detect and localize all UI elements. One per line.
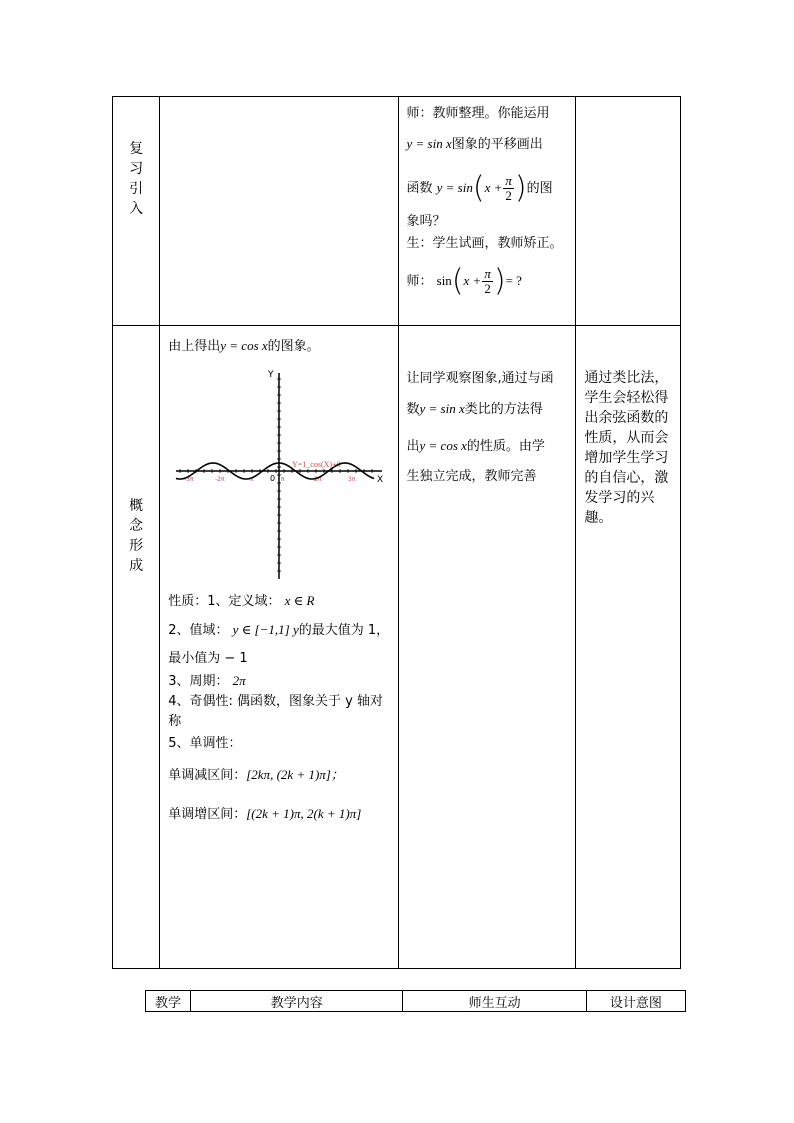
interaction-text-3b: 的性质。由学 <box>466 439 545 454</box>
header-teaching: 教学 <box>146 991 191 1012</box>
sin-equation: y = sin x <box>406 136 452 151</box>
pi-over-two: $\frac{\pi}{2}$ <box>484 266 491 296</box>
range-min-text: 最小值为 − 1 <box>168 651 248 666</box>
function-suffix: 的图 <box>526 181 553 196</box>
function-prefix: 函数 <box>406 181 433 196</box>
header-interaction: 师生互动 <box>403 991 586 1012</box>
sin-word: sin <box>436 273 452 288</box>
increasing-label: 单调增区间： <box>168 807 247 822</box>
y-axis-label: Y <box>268 370 274 380</box>
x-axis-label: X <box>377 475 384 485</box>
tick-label-negpi: -π <box>248 476 255 483</box>
label-char: 形 <box>129 538 144 554</box>
interaction-text-2a: 数 <box>406 402 420 417</box>
header-design: 设计意图 <box>586 991 685 1012</box>
range-label: 2、值域： <box>168 623 229 638</box>
cosine-graph <box>168 365 392 587</box>
intro-suffix: 的图象。 <box>267 339 320 354</box>
header-content: 教学内容 <box>191 991 403 1012</box>
interaction-cell-concept <box>399 326 576 969</box>
period-math: 2π <box>232 673 246 688</box>
tick-label-neg2pi: -2π <box>215 476 225 483</box>
stage-label-concept <box>113 326 160 969</box>
left-paren: ( <box>472 170 485 206</box>
stage-label-review <box>113 97 160 326</box>
question-text: 象吗？ <box>406 214 446 229</box>
interaction-text-3a: 出 <box>406 439 420 454</box>
label-char: 引 <box>129 181 144 197</box>
decreasing-label: 单调减区间： <box>168 768 247 783</box>
interaction-text-4: 生独立完成，教师完善 <box>406 469 537 484</box>
range-max-text: 的最大值为 1， <box>298 623 390 638</box>
label-char: 习 <box>129 161 144 177</box>
x-plus: x + <box>463 273 482 288</box>
design-cell-review <box>576 97 681 326</box>
translate-text: 图象的平移画出 <box>451 137 543 152</box>
label-char: 概 <box>129 498 144 514</box>
table-row-concept <box>113 326 681 969</box>
cos-equation: y = cos x <box>419 438 467 453</box>
interaction-text-1: 让同学观察图象,通过与函 <box>406 371 554 386</box>
tick-label-pi: π <box>281 476 285 483</box>
interaction-cell-review <box>399 97 576 326</box>
tick-label-2pi: 2π <box>314 476 322 483</box>
left-paren: ( <box>451 263 464 299</box>
content-cell-concept <box>160 326 399 969</box>
teacher-prefix: 师： <box>406 274 433 289</box>
parity-text: 4、奇偶性: 偶函数，图象关于 y 轴对称 <box>168 694 383 729</box>
student-text: 生：学生试画，教师矫正。 <box>406 236 563 251</box>
design-cell-concept <box>576 326 681 969</box>
origin-label: 0 <box>270 474 276 483</box>
monotonic-label: 5、单调性： <box>168 736 242 751</box>
equals-question: = ? <box>505 273 522 288</box>
period-label: 3、周期： <box>168 674 229 689</box>
design-intent-text: 通过类比法，学生会轻松得出余弦函数的性质，从而会增加学生学习的自信心，激发学习的兴趣。 <box>584 370 669 526</box>
label-char: 复 <box>129 141 144 157</box>
domain-label: 性质：1、定义域： <box>168 594 281 609</box>
right-paren: ) <box>493 263 506 299</box>
interaction-text-2b: 类比的方法得 <box>464 402 543 417</box>
content-cell-review <box>160 97 399 326</box>
right-paren: ) <box>514 170 527 206</box>
curve-label: Y=1_cos(X)+0 <box>292 460 341 469</box>
teacher-organize-text: 师：教师整理。你能运用 <box>406 106 550 121</box>
cos-equation: y = cos x <box>220 338 268 353</box>
tick-label-neg3pi: -3π <box>184 476 194 483</box>
increasing-math: [(2k + 1)π, 2(k + 1)π] <box>246 806 362 821</box>
table-row-review <box>113 97 681 326</box>
domain-math: x ∈ R <box>284 593 315 608</box>
decreasing-math: [2kπ, (2k + 1)π]； <box>246 767 344 782</box>
sin-equation: y = sin x <box>419 401 465 416</box>
function-lhs: y = sin <box>436 180 473 195</box>
intro-prefix: 由上得出 <box>168 339 221 354</box>
lesson-table <box>112 96 681 969</box>
next-page-header <box>145 990 686 1012</box>
pi-over-two: $\frac{\pi}{2}$ <box>505 173 512 203</box>
label-char: 成 <box>129 558 144 574</box>
tick-label-3pi: 3π <box>348 476 356 483</box>
range-math: y ∈ [−1,1] y <box>232 622 299 637</box>
label-char: 念 <box>129 518 144 534</box>
x-plus: x + <box>484 180 503 195</box>
label-char: 入 <box>129 201 144 217</box>
